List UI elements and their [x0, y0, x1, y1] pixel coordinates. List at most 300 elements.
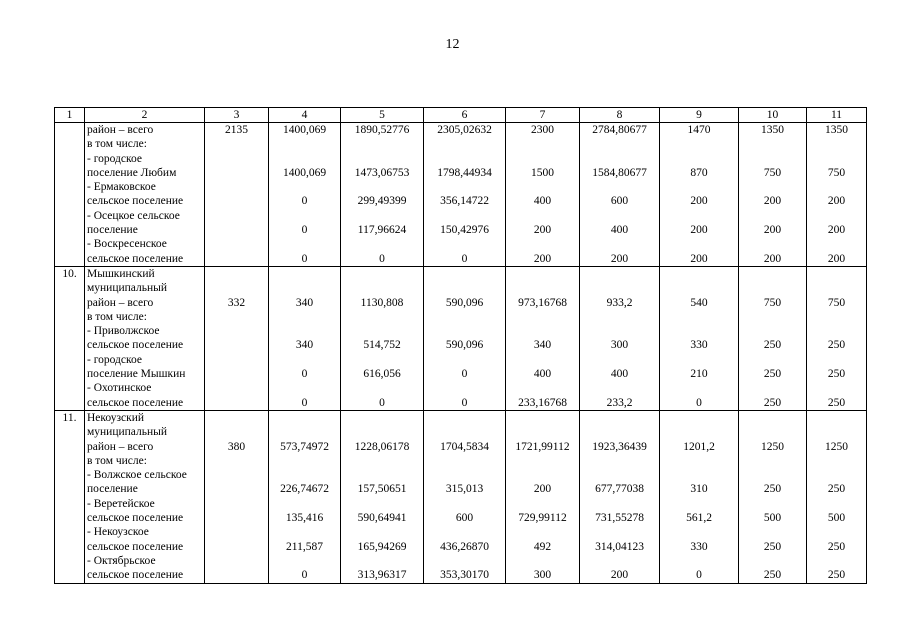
- cell-line: [57, 252, 82, 266]
- cell-line: 436,26870: [440, 540, 489, 553]
- cell-line: 250: [763, 540, 782, 553]
- cell-line: - Осецкое сельское: [87, 209, 180, 222]
- cell-line: [741, 180, 804, 194]
- cell-line: 250: [827, 483, 846, 496]
- cell-line: [57, 425, 82, 439]
- cell-line: сельское поселение: [87, 195, 184, 208]
- cell-line: [207, 540, 266, 554]
- cell-line: [57, 123, 82, 137]
- cell-line: [662, 525, 736, 539]
- cell-line: [57, 454, 82, 468]
- cell-line: [207, 267, 266, 281]
- cell-line: [582, 353, 657, 367]
- cell-line: [662, 353, 736, 367]
- cell-line: [809, 411, 864, 425]
- cell-line: 500: [763, 512, 782, 525]
- cell-line: 211,587: [286, 540, 323, 553]
- cell-line: [57, 223, 82, 237]
- cell-line: [57, 281, 82, 295]
- cell-line: 400: [610, 368, 629, 381]
- value-cell: [341, 410, 424, 583]
- cell-line: [343, 324, 421, 338]
- cell-line: [741, 209, 804, 223]
- header-row: [55, 108, 867, 123]
- cell-line: [57, 137, 82, 151]
- value-cell: [205, 123, 269, 267]
- cell-line: [582, 180, 657, 194]
- cell-line: 1890,52776: [354, 124, 410, 136]
- header-col-5: 5: [341, 108, 424, 123]
- cell-line: [343, 411, 421, 425]
- cell-line: [57, 497, 82, 511]
- cell-line: 400: [533, 195, 552, 208]
- cell-line: 2305,02632: [437, 124, 492, 136]
- cell-line: - Веретейское: [87, 497, 155, 510]
- cell-line: - Ермаковское: [87, 181, 156, 194]
- cell-line: 210: [690, 368, 708, 381]
- cell-line: [57, 440, 82, 454]
- cell-line: [271, 152, 338, 166]
- cell-line: сельское поселение: [87, 512, 184, 525]
- cell-line: сельское поселение: [87, 252, 184, 265]
- cell-line: 0: [461, 396, 468, 409]
- cell-line: [271, 454, 338, 468]
- cell-line: [809, 209, 864, 223]
- cell-line: [582, 468, 657, 482]
- cell-line: [57, 381, 82, 395]
- cell-line: [809, 237, 864, 251]
- cell-line: [741, 497, 804, 511]
- cell-line: 200: [827, 195, 846, 208]
- cell-line: [582, 137, 657, 151]
- cell-line: [809, 281, 864, 295]
- cell-line: [57, 540, 82, 554]
- cell-line: [57, 194, 82, 208]
- cell-line: [271, 281, 338, 295]
- cell-line: [508, 411, 577, 425]
- cell-line: - городское: [87, 353, 143, 366]
- cell-line: [426, 137, 503, 151]
- cell-line: [426, 497, 503, 511]
- header-col-9: 9: [660, 108, 739, 123]
- cell-line: 314,04123: [595, 540, 644, 553]
- cell-line: [57, 468, 82, 482]
- cell-line: [662, 381, 736, 395]
- cell-line: район – всего: [87, 296, 154, 309]
- cell-line: [741, 137, 804, 151]
- row-number-cell: [55, 410, 85, 583]
- cell-line: [343, 497, 421, 511]
- cell-line: 165,94269: [357, 540, 407, 553]
- cell-line: [741, 353, 804, 367]
- cell-line: [582, 425, 657, 439]
- cell-line: 340: [295, 339, 314, 352]
- cell-line: 590,096: [445, 296, 484, 309]
- cell-line: 310: [690, 483, 708, 496]
- cell-line: 616,056: [363, 368, 401, 381]
- cell-line: [271, 353, 338, 367]
- page-number: 12: [445, 37, 460, 52]
- cell-line: 299,49399: [357, 195, 407, 208]
- cell-line: [741, 525, 804, 539]
- cell-line: [343, 525, 421, 539]
- value-cell: [506, 123, 580, 267]
- cell-line: [809, 381, 864, 395]
- value-cell: [580, 410, 660, 583]
- cell-line: 1721,99112: [515, 440, 570, 453]
- cell-line: [582, 554, 657, 568]
- cell-line: - Воскресенское: [87, 238, 167, 251]
- cell-line: 150,42976: [440, 224, 489, 237]
- cell-line: [809, 310, 864, 324]
- cell-line: [582, 209, 657, 223]
- value-cell: [341, 266, 424, 410]
- cell-line: район – всего: [87, 440, 154, 453]
- cell-line: [207, 396, 266, 410]
- cell-line: 2784,80677: [592, 124, 647, 136]
- cell-line: 750: [827, 296, 846, 309]
- cell-line: [809, 468, 864, 482]
- cell-line: 1470: [687, 124, 711, 136]
- cell-line: [582, 525, 657, 539]
- cell-line: [207, 554, 266, 568]
- cell-line: 200: [763, 224, 782, 237]
- cell-line: 300: [533, 569, 552, 582]
- cell-line: [582, 324, 657, 338]
- cell-line: [508, 454, 577, 468]
- cell-line: [809, 267, 864, 281]
- cell-line: [57, 367, 82, 381]
- cell-line: 0: [301, 252, 308, 265]
- header-col-4: 4: [269, 108, 341, 123]
- value-cell: [205, 266, 269, 410]
- cell-line: 200: [763, 252, 782, 265]
- cell-line: [207, 497, 266, 511]
- cell-line: [582, 310, 657, 324]
- cell-line: [271, 425, 338, 439]
- cell-line: 590,096: [445, 339, 484, 352]
- cell-line: [508, 281, 577, 295]
- cell-line: [57, 525, 82, 539]
- cell-line: район – всего: [87, 124, 154, 136]
- cell-line: 340: [295, 296, 314, 309]
- cell-line: [207, 525, 266, 539]
- cell-line: [207, 482, 266, 496]
- cell-line: [426, 152, 503, 166]
- cell-line: 0: [461, 368, 468, 381]
- cell-line: 1130,808: [360, 296, 404, 309]
- cell-line: [426, 454, 503, 468]
- cell-line: 600: [610, 195, 629, 208]
- cell-line: 731,55278: [595, 512, 644, 525]
- cell-line: [741, 237, 804, 251]
- cell-line: - Охотинское: [87, 382, 152, 395]
- cell-line: 135,416: [285, 512, 324, 525]
- cell-line: [741, 425, 804, 439]
- row-number-cell: [55, 123, 85, 267]
- cell-line: [207, 152, 266, 166]
- cell-line: [57, 237, 82, 251]
- cell-line: 1400,069: [282, 166, 327, 179]
- cell-line: 250: [827, 569, 846, 582]
- cell-line: 10.: [62, 267, 77, 280]
- cell-line: [207, 353, 266, 367]
- cell-line: 200: [610, 569, 629, 582]
- cell-line: [343, 310, 421, 324]
- cell-line: [207, 223, 266, 237]
- value-cell: [807, 123, 867, 267]
- cell-line: [426, 468, 503, 482]
- cell-line: [662, 281, 736, 295]
- cell-line: [426, 554, 503, 568]
- cell-line: [207, 338, 266, 352]
- cell-line: [809, 180, 864, 194]
- cell-line: 540: [690, 296, 708, 309]
- cell-line: 514,752: [363, 339, 401, 352]
- cell-line: [809, 497, 864, 511]
- cell-line: сельское поселение: [87, 339, 184, 352]
- cell-line: 0: [301, 368, 308, 381]
- cell-line: 200: [533, 252, 552, 265]
- cell-line: [508, 237, 577, 251]
- cell-line: [271, 310, 338, 324]
- cell-line: 2135: [225, 124, 248, 136]
- cell-line: 561,2: [686, 512, 712, 525]
- value-cell: [269, 123, 341, 267]
- cell-line: 250: [763, 569, 782, 582]
- cell-line: [207, 137, 266, 151]
- cell-line: 1704,5834: [440, 440, 489, 453]
- cell-line: 330: [690, 339, 708, 352]
- cell-line: [271, 497, 338, 511]
- cell-line: 1350: [825, 124, 848, 136]
- cell-line: [426, 310, 503, 324]
- cell-line: 200: [827, 252, 846, 265]
- value-cell: [807, 410, 867, 583]
- cell-line: [426, 180, 503, 194]
- cell-line: 2300: [531, 124, 554, 136]
- cell-line: - городское: [87, 152, 143, 165]
- cell-line: [207, 194, 266, 208]
- cell-line: [582, 497, 657, 511]
- cell-line: [426, 237, 503, 251]
- cell-line: [741, 324, 804, 338]
- cell-line: 200: [827, 224, 846, 237]
- cell-line: муниципальный: [87, 426, 168, 439]
- cell-line: 250: [827, 339, 846, 352]
- header-col-1: 1: [55, 108, 85, 123]
- cell-line: 250: [827, 540, 846, 553]
- cell-line: - Октябрьское: [87, 554, 156, 567]
- cell-line: 200: [690, 224, 708, 237]
- cell-line: [582, 267, 657, 281]
- cell-line: сельское поселение: [87, 540, 184, 553]
- cell-line: 600: [455, 512, 474, 525]
- cell-line: [508, 525, 577, 539]
- cell-line: 353,30170: [440, 569, 489, 582]
- cell-line: 0: [379, 396, 385, 409]
- cell-line: 226,74672: [280, 483, 329, 496]
- cell-line: [508, 137, 577, 151]
- cell-line: [57, 338, 82, 352]
- cell-line: [508, 554, 577, 568]
- cell-line: [271, 267, 338, 281]
- cell-line: [57, 166, 82, 180]
- cell-line: 250: [763, 368, 782, 381]
- value-cell: [424, 123, 506, 267]
- cell-line: [271, 324, 338, 338]
- cell-line: 233,16768: [518, 396, 567, 409]
- cell-line: [271, 237, 338, 251]
- cell-line: 870: [690, 166, 708, 179]
- cell-line: 233,2: [606, 396, 633, 409]
- cell-line: [582, 152, 657, 166]
- cell-line: [426, 267, 503, 281]
- cell-line: [343, 281, 421, 295]
- cell-line: [582, 454, 657, 468]
- cell-line: [343, 353, 421, 367]
- cell-line: [662, 554, 736, 568]
- cell-line: [207, 425, 266, 439]
- cell-line: [343, 137, 421, 151]
- cell-line: [343, 468, 421, 482]
- cell-line: [662, 237, 736, 251]
- value-cell: [341, 123, 424, 267]
- cell-line: [662, 454, 736, 468]
- cell-line: 250: [827, 368, 846, 381]
- cell-line: в том числе:: [87, 454, 147, 467]
- cell-line: [426, 281, 503, 295]
- cell-line: - Некоузское: [87, 526, 149, 539]
- cell-line: 380: [227, 440, 246, 453]
- cell-line: [271, 209, 338, 223]
- value-cell: [660, 266, 739, 410]
- cell-line: [57, 324, 82, 338]
- cell-line: 500: [827, 512, 846, 525]
- cell-line: 0: [461, 252, 468, 265]
- cell-line: поселение: [87, 224, 138, 237]
- cell-line: поселение: [87, 483, 138, 496]
- cell-line: [809, 525, 864, 539]
- cell-line: 200: [533, 483, 552, 496]
- cell-line: [741, 454, 804, 468]
- cell-line: [741, 267, 804, 281]
- cell-line: 729,99112: [518, 512, 567, 525]
- cell-line: 250: [763, 483, 782, 496]
- value-cell: [269, 410, 341, 583]
- cell-line: [508, 324, 577, 338]
- cell-line: [508, 468, 577, 482]
- cell-line: 200: [690, 195, 708, 208]
- cell-line: [271, 137, 338, 151]
- cell-line: [207, 166, 266, 180]
- cell-line: 590,64941: [357, 512, 407, 525]
- cell-line: [662, 497, 736, 511]
- cell-line: 750: [763, 166, 782, 179]
- cell-line: [207, 381, 266, 395]
- cell-line: [426, 209, 503, 223]
- value-cell: [660, 123, 739, 267]
- cell-line: [57, 554, 82, 568]
- header-col-7: 7: [506, 108, 580, 123]
- cell-line: 1228,06178: [354, 440, 410, 453]
- cell-line: в том числе:: [87, 310, 147, 323]
- cell-line: 1923,36439: [592, 440, 647, 453]
- cell-line: 157,50651: [357, 483, 407, 496]
- cell-line: в том числе:: [87, 138, 147, 151]
- cell-line: [508, 353, 577, 367]
- cell-line: [57, 180, 82, 194]
- cell-line: [508, 152, 577, 166]
- cell-line: [809, 137, 864, 151]
- cell-line: [741, 281, 804, 295]
- cell-line: [343, 152, 421, 166]
- cell-line: [57, 511, 82, 525]
- cell-line: [741, 152, 804, 166]
- municipality-cell: [85, 410, 205, 583]
- cell-line: [343, 554, 421, 568]
- cell-line: 1350: [761, 124, 784, 136]
- cell-line: [426, 411, 503, 425]
- cell-line: [741, 554, 804, 568]
- cell-line: [207, 511, 266, 525]
- header-col-8: 8: [580, 108, 660, 123]
- cell-line: [207, 209, 266, 223]
- cell-line: 313,96317: [357, 569, 407, 582]
- cell-line: [343, 209, 421, 223]
- cell-line: 0: [301, 195, 308, 208]
- cell-line: [271, 468, 338, 482]
- cell-line: [809, 425, 864, 439]
- cell-line: 0: [301, 224, 308, 237]
- cell-line: [271, 411, 338, 425]
- cell-line: 750: [763, 296, 782, 309]
- cell-line: 332: [227, 296, 246, 309]
- cell-line: [207, 454, 266, 468]
- header-col-10: 10: [739, 108, 807, 123]
- cell-line: 200: [763, 195, 782, 208]
- cell-line: [582, 237, 657, 251]
- table-row: [55, 266, 867, 410]
- cell-line: 400: [610, 224, 629, 237]
- cell-line: 750: [827, 166, 846, 179]
- municipality-cell: [85, 123, 205, 267]
- cell-line: 250: [827, 396, 846, 409]
- table-body: [55, 123, 867, 584]
- value-cell: [739, 410, 807, 583]
- cell-line: 1250: [761, 440, 784, 453]
- header-col-11: 11: [807, 108, 867, 123]
- cell-line: [508, 267, 577, 281]
- cell-line: [271, 381, 338, 395]
- cell-line: [57, 310, 82, 324]
- cell-line: [662, 152, 736, 166]
- cell-line: 1500: [531, 166, 554, 179]
- value-cell: [580, 123, 660, 267]
- cell-line: 1250: [825, 440, 848, 453]
- cell-line: [343, 381, 421, 395]
- cell-line: 973,16768: [518, 296, 567, 309]
- cell-line: 573,74972: [280, 440, 329, 453]
- value-cell: [506, 410, 580, 583]
- cell-line: [343, 180, 421, 194]
- cell-line: [741, 310, 804, 324]
- cell-line: [508, 209, 577, 223]
- cell-line: [207, 180, 266, 194]
- table-header: [55, 108, 867, 123]
- cell-line: [426, 525, 503, 539]
- cell-line: [207, 568, 266, 582]
